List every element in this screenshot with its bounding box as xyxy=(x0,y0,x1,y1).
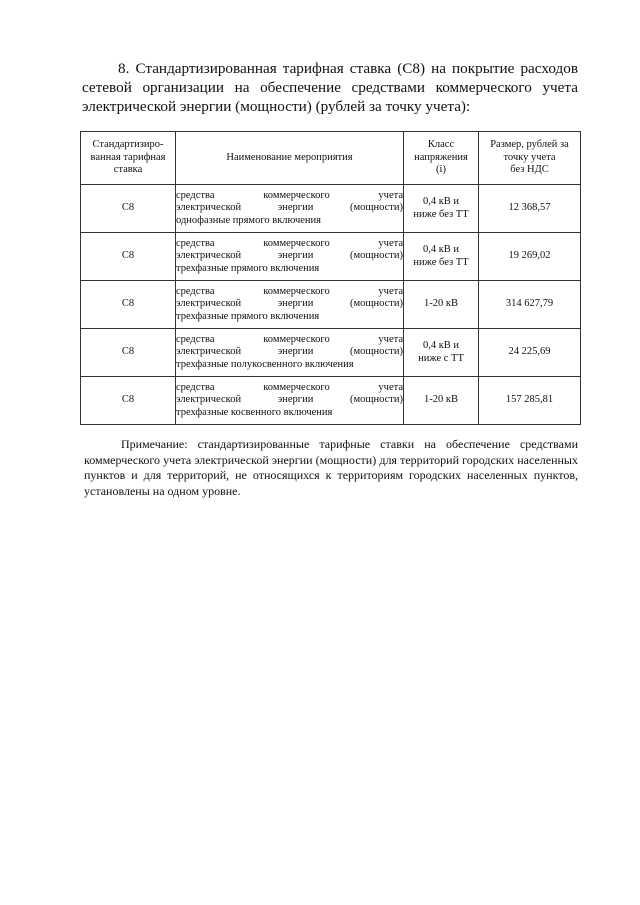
table-row xyxy=(81,281,581,329)
header-rate xyxy=(81,132,176,185)
measure-name-line: средства коммерческого учета xyxy=(176,285,403,297)
header-voltage-line: Класс xyxy=(427,139,455,151)
header-voltage-line: (i) xyxy=(436,164,446,176)
header-voltage-line: напряжения xyxy=(414,151,468,163)
rate-code-cell: С8 xyxy=(81,281,176,329)
measure-name-line: однофазные прямого включения xyxy=(176,214,321,226)
measure-name-cell xyxy=(176,329,404,377)
measure-name-line: средства коммерческого учета xyxy=(176,237,403,249)
table-row xyxy=(81,185,581,233)
voltage-class-cell xyxy=(404,185,479,233)
header-rate-line: Стандартизиро- xyxy=(92,139,164,151)
measure-name-line: электрической энергии (мощности) xyxy=(176,298,403,310)
table-header-row xyxy=(81,132,581,185)
header-name: Наименование мероприятия xyxy=(176,132,404,185)
voltage-class-cell xyxy=(404,329,479,377)
voltage-line: 1-20 кВ xyxy=(424,298,458,310)
measure-name-line: трехфазные прямого включения xyxy=(176,262,320,274)
header-price xyxy=(479,132,581,185)
price-cell: 24 225,69 xyxy=(479,329,581,377)
table-row xyxy=(81,233,581,281)
header-rate-line: ванная тарифная xyxy=(90,151,166,163)
voltage-class-cell xyxy=(404,281,479,329)
measure-name-line: средства коммерческого учета xyxy=(176,189,403,201)
price-cell: 19 269,02 xyxy=(479,233,581,281)
voltage-line: 0,4 кВ и xyxy=(422,244,460,255)
measure-name-cell xyxy=(176,281,404,329)
measure-name-line: электрической энергии (мощности) xyxy=(176,202,403,214)
measure-name-line: электрической энергии (мощности) xyxy=(176,250,403,262)
header-price-line: Размер, рублей за xyxy=(490,139,569,151)
measure-name-line: трехфазные косвенного включения xyxy=(176,406,333,418)
rate-code-cell: С8 xyxy=(81,233,176,281)
header-price-line: точку учета xyxy=(503,151,556,163)
measure-name-line: средства коммерческого учета xyxy=(176,381,403,393)
header-rate-line: ставка xyxy=(113,164,143,176)
header-voltage xyxy=(404,132,479,185)
voltage-line: 0,4 кВ и xyxy=(422,340,460,351)
measure-name-line: электрической энергии (мощности) xyxy=(176,394,403,406)
price-cell: 314 627,79 xyxy=(479,281,581,329)
voltage-line: 0,4 кВ и xyxy=(422,196,460,207)
voltage-line: ниже без ТТ xyxy=(413,208,469,220)
measure-name-line: электрической энергии (мощности) xyxy=(176,346,403,358)
voltage-class-cell xyxy=(404,233,479,281)
section-heading: 8. Стандартизированная тарифная ставка (С8) на покрытие расходов сетевой организации на обеспечение средствами коммерческого учета электрической энергии (мощности) (рублей за точку учета): xyxy=(82,60,578,115)
rate-code-cell: С8 xyxy=(81,185,176,233)
rate-code-cell: С8 xyxy=(81,377,176,425)
table-row xyxy=(81,377,581,425)
measure-name-line: трехфазные прямого включения xyxy=(176,310,320,322)
measure-name-line: средства коммерческого учета xyxy=(176,333,403,345)
voltage-line: ниже с ТТ xyxy=(418,352,464,364)
voltage-class-cell xyxy=(404,377,479,425)
measure-name-cell xyxy=(176,185,404,233)
header-price-line: без НДС xyxy=(510,164,549,176)
price-cell: 157 285,81 xyxy=(479,377,581,425)
table-row xyxy=(81,329,581,377)
tariff-table xyxy=(80,131,581,425)
price-cell: 12 368,57 xyxy=(479,185,581,233)
footnote: Примечание: стандартизированные тарифные ставки на обеспечение средствами коммерческого учета электрической энергии (мощности) для территорий городских населенных пунктов и для территорий, не относящихся к территориям городских населенных пунктов, установлены на одном уровне. xyxy=(84,437,578,498)
rate-code-cell: С8 xyxy=(81,329,176,377)
measure-name-cell xyxy=(176,233,404,281)
voltage-line: 1-20 кВ xyxy=(424,394,458,406)
voltage-line: ниже без ТТ xyxy=(413,256,469,268)
measure-name-cell xyxy=(176,377,404,425)
measure-name-line: трехфазные полукосвенного включения xyxy=(176,358,354,370)
